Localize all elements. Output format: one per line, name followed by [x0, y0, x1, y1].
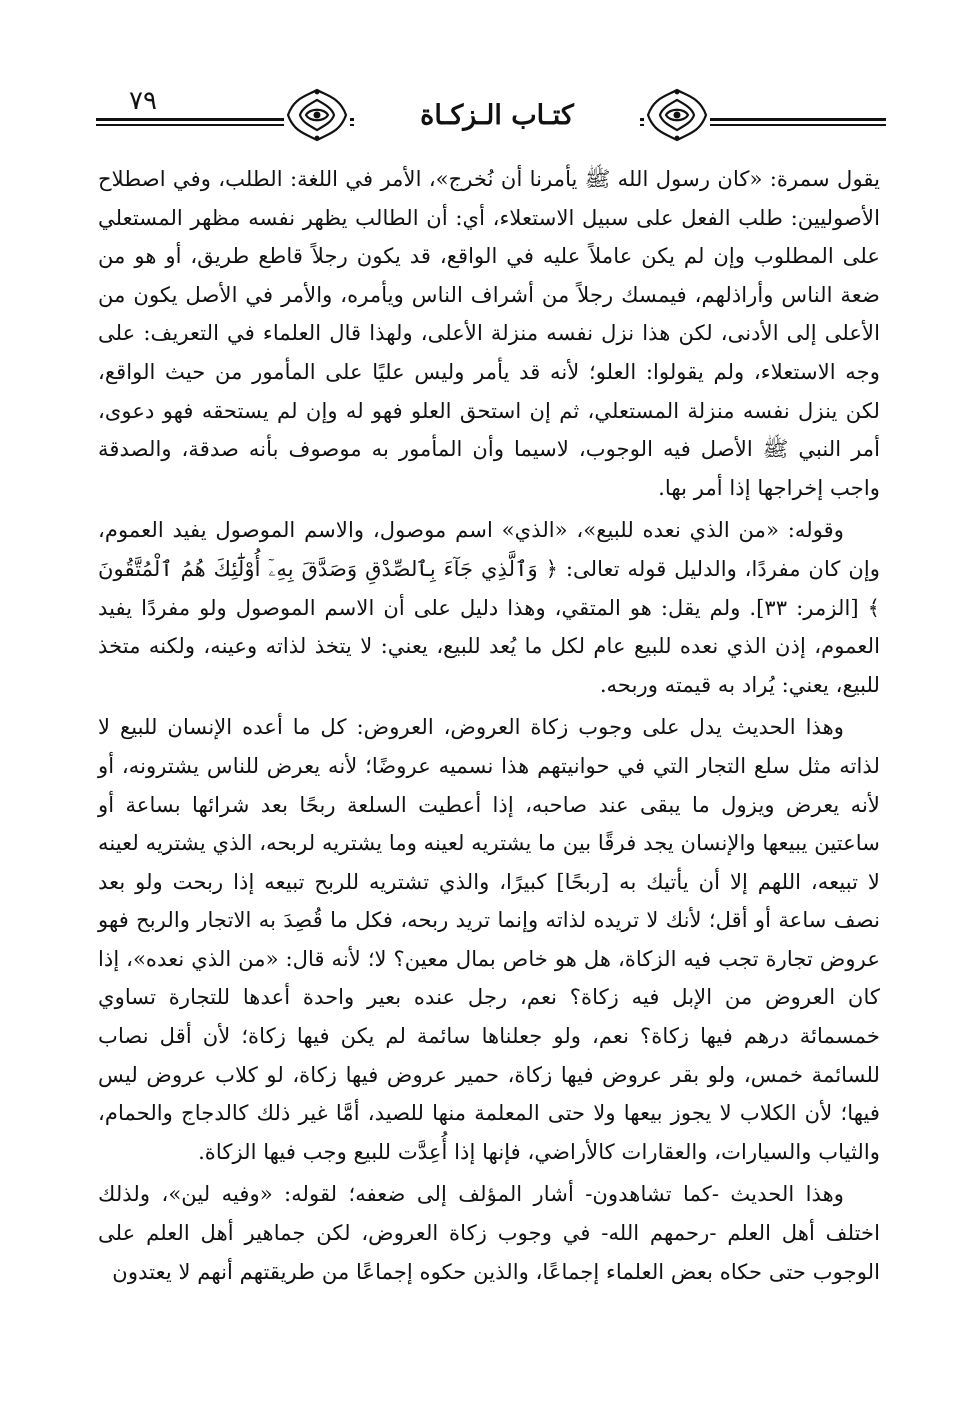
ornament-right-icon [644, 86, 710, 144]
book-title: كتـاب الـزكـاة [420, 99, 574, 131]
page-header [96, 72, 886, 144]
page-body [98, 160, 880, 1291]
book-title-box [354, 94, 640, 136]
ornament-left-icon [284, 86, 350, 144]
paragraph: وهذا الحديث -كما تشاهدون- أشار المؤلف إلى ضعفه؛ لقوله: «وفيه لين»، ولذلك اختلف أهل العلم -رحمهم الله- في وجوب زكاة العروض، لكن جماهير أهل العلم على الوجوب حتى حكاه بعض العلماء إجماعًا، والذين حكوه إجماعًا من طريقتهم أنهم لا يعتدون [98, 1181, 880, 1284]
page-number: ٧٩ [129, 86, 157, 116]
paragraph: وقوله: «من الذي نعده للبيع»، «الذي» اسم موصول، والاسم الموصول يفيد العموم، وإن كان مفردًا، والدليل قوله تعالى: ﴿ وَٱلَّذِي جَآءَ بِٱلصِّدْقِ وَصَدَّقَ بِهِۦٓ أُوْلَٰٓئِكَ هُمُ ٱلْمُتَّقُونَ ﴾ [الزمر: ٣٣]. ولم يقل: هو المتقي، وهذا دليل على أن الاسم الموصول ولو مفردًا يفيد العموم، إذن الذي نعده للبيع عام لكل ما يُعد للبيع، يعني: لا يتخذ لذاته وعينه، ولكنه متخذ للبيع، يعني: يُراد به قيمته وربحه. [98, 517, 880, 697]
paragraph: يقول سمرة: «كان رسول الله ﷺ يأمرنا أن نُخرج»، الأمر في اللغة: الطلب، وفي اصطلاح الأصوليين: طلب الفعل على سبيل الاستعلاء، أي: أن الطالب يظهر نفسه مظهر المستعلي على المطلوب وإن لم يكن عاملاً عليه في الواقع، قد يكون رجلاً قاطع طريق، أو هو من ضعة الناس وأراذلهم، فيمسك رجلاً من أشراف الناس ويأمره، والأمر في الأصل يكون من الأعلى إلى الأدنى، لكن هذا نزل نفسه منزلة الأعلى، ولهذا قال العلماء في التعريف: على وجه الاستعلاء، ولم يقولوا: العلو؛ لأنه قد يأمر وليس عليًا على المأمور من حيث الواقع، لكن ينزل نفسه منزلة المستعلي، ثم إن استحق العلو فهو له وإن لم يستحقه فهو دعوى، أمر النبي ﷺ الأصل فيه الوجوب، لاسيما وأن المأمور به موصوف بأنه صدقة، والصدقة واجب إخراجها إذا أمر بها. [98, 166, 880, 500]
paragraph: وهذا الحديث يدل على وجوب زكاة العروض، العروض: كل ما أعده الإنسان للبيع لا لذاته مثل سلع التجار التي في حوانيتهم هذا نسميه عروضًا؛ لأنه يعرض للناس يشترونه، أو لأنه يعرض ويزول ما يبقى عند صاحبه، إذا أعطيت السلعة ربحًا بعد شرائها بساعة أو ساعتين يبيعها والإنسان يجد فرقًا بين ما يشتريه لعينه وما يشتريه لربحه، الذي يشتريه لعينه لا تبيعه، اللهم إلا أن يأتيك به [ربحًا] كبيرًا، والذي تشتريه للربح تبيعه إذا ربحت ولو بعد نصف ساعة أو أقل؛ لأنك لا تريده لذاته وإنما تريد ربحه، فكل ما قُصِدَ به الاتجار والربح فهو عروض تجارة تجب فيه الزكاة، هل هو خاص بمال معين؟ لا؛ لأنه قال: «من الذي نعده»، إذا كان العروض من الإبل فيه زكاة؟ نعم، رجل عنده بعير واحدة أعدها للتجارة تساوي خمسمائة درهم فيها زكاة؟ نعم، ولو جعلناها سائمة لم يكن فيها زكاة؛ لأن أقل نصاب للسائمة خمس، ولو بقر عروض فيها زكاة، حمير عروض فيها زكاة، لو كلاب عروض ليس فيها؛ لأن الكلاب لا يجوز بيعها ولا حتى المعلمة منها للصيد، أمَّا غير ذلك كالدجاج والحمام، والثياب والسيارات، والعقارات كالأراضي، فإنها إذا أُعِدَّت للبيع وجب فيها الزكاة. [98, 714, 880, 1164]
